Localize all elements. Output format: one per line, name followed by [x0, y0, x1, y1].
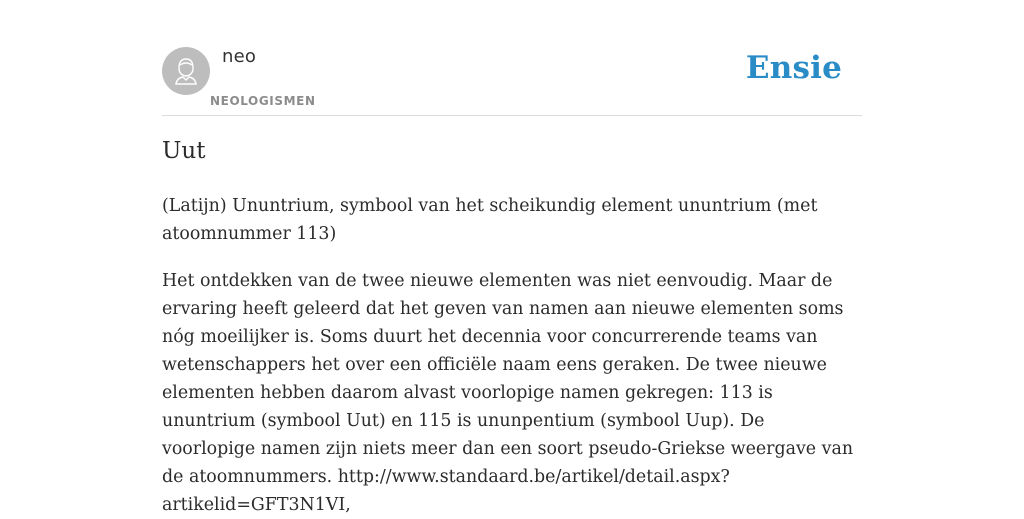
user-silhouette-icon — [162, 47, 210, 95]
entry-header — [162, 0, 862, 116]
entry-example: Het ontdekken van de twee nieuwe elementen was niet eenvoudig. Maar de ervaring heeft geleerd dat het geven van namen aan nieuwe elementen soms nóg moeilijker is. Soms duurt het decennia voor concurrerende teams van wetenschappers het over een officiële naam eens geraken. De twee nieuwe elementen hebben daarom alvast voorlopige namen gekregen: 113 is ununtrium (symbool Uut) en 115 is ununpentium (symbool Uup). De voorlopige namen zijn niets meer dan een soort pseudo-Griekse weergave van de atoomnummers. http://www.standaard.be/artikel/detail.aspx?artikelid=GFT3N1VI, — [162, 271, 854, 515]
entry-title: Uut — [162, 138, 206, 164]
avatar[interactable] — [162, 47, 210, 95]
entry-page — [162, 0, 862, 515]
category-label[interactable]: NEOLOGISMEN — [210, 94, 316, 108]
entry-definition: (Latijn) Ununtrium, symbool van het scheikundig element ununtrium (met atoomnummer 113) — [162, 196, 818, 244]
author-name[interactable]: neo — [222, 46, 257, 67]
brand-logo[interactable]: Ensie — [745, 50, 842, 86]
